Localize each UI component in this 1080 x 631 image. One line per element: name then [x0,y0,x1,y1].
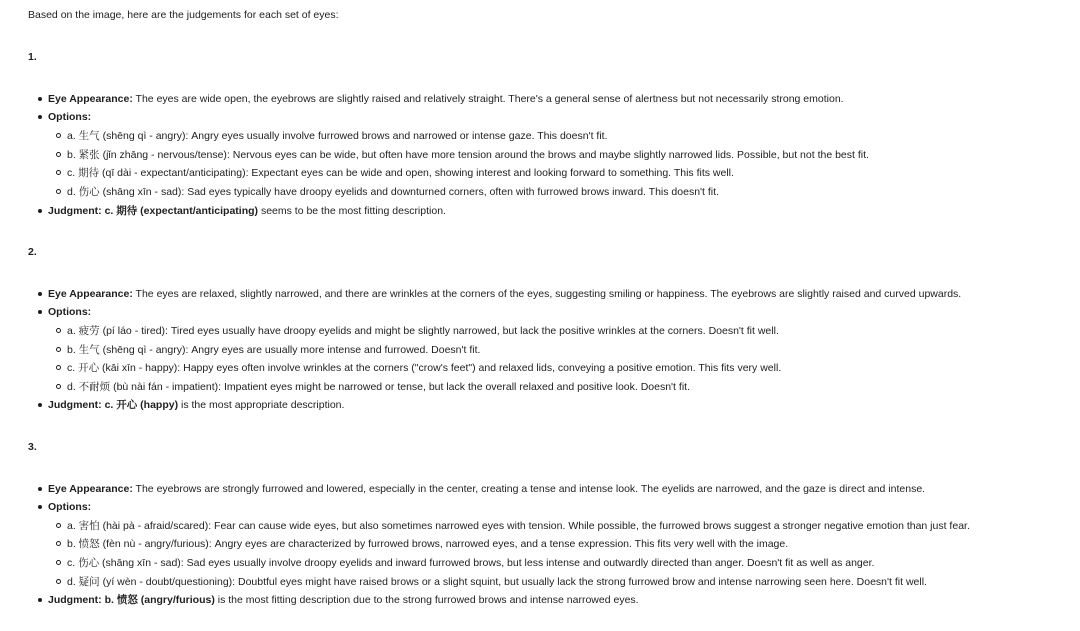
options-label: Options: [48,501,92,513]
option-item: b. 愤怒 (fèn nù - angry/furious): Angry eyes are characterized by furrowed brows, narrowed eyes, and a tense expression. This fits very well with the image. [67,538,789,550]
judgment-text: is the most fitting description due to the strong furrowed brows and intense narrowed eyes. [214,594,639,606]
option-item: c. 期待 (qī dài - expectant/anticipating): Expectant eyes can be wide and open, showing interest and looking forward to something. This fits well. [67,167,734,179]
judgment-label: Judgment: b. 愤怒 (angry/furious) [48,594,215,606]
intro-text: Based on the image, here are the judgements for each set of eyes: [28,9,339,21]
judgment-text: is the most appropriate description. [178,399,345,411]
options-item [48,110,91,124]
option-item: a. 生气 (shēng qì - angry): Angry eyes usually involve furrowed brows and narrowed or intense gaze. This doesn't fit. [67,130,608,142]
eye-appearance-label: Eye Appearance: [48,93,133,105]
options-label: Options: [48,306,92,318]
option-item: c. 伤心 (shāng xīn - sad): Sad eyes usually involve droopy eyelids and inward furrowed brows, but less intense and outwardly directed than anger. Doesn't fit as well as anger. [67,557,875,569]
option-item: b. 紧张 (jǐn zhāng - nervous/tense): Nervous eyes can be wide, but often have more tension around the brows and maybe slightly narrowed lids. Possible, but not the best fit. [67,149,869,161]
options-item [48,305,91,319]
section-number: 1. [28,51,37,63]
option-item: c. 开心 (kāi xīn - happy): Happy eyes often involve wrinkles at the corners ("crow's feet") and relaxed lids, conveying a positive emotion. This fits very well. [67,362,782,374]
section-number: 2. [28,246,37,258]
option-item: a. 疲劳 (pí láo - tired): Tired eyes usually have droopy eyelids and might be slightly narrowed, but lack the positive wrinkles at the corners. Doesn't fit well. [67,325,779,337]
options-item [48,500,91,514]
eye-appearance-text: The eyes are wide open, the eyebrows are slightly raised and relatively straight. There's a general sense of alertness but not necessarily strong emotion. [132,93,844,105]
eye-appearance-item [48,482,925,496]
options-label: Options: [48,111,92,123]
eye-appearance-item [48,92,844,106]
option-item: a. 害怕 (hài pà - afraid/scared): Fear can cause wide eyes, but also sometimes narrowed eyes with tension. While possible, the furrowed brows suggest a stronger negative emotion than just fear. [67,520,970,532]
judgment-label: Judgment: c. 期待 (expectant/anticipating) [48,205,259,217]
eye-appearance-text: The eyes are relaxed, slightly narrowed, and there are wrinkles at the corners of the eyes, suggesting smiling or happiness. The eyebrows are slightly raised and curved upwards. [132,288,962,300]
eye-appearance-text: The eyebrows are strongly furrowed and lowered, especially in the center, creating a tense and intense look. The eyelids are narrowed, and the gaze is direct and intense. [132,483,926,495]
judgment-item [48,593,639,607]
judgment-text: seems to be the most fitting description. [258,205,446,217]
judgment-label: Judgment: c. 开心 (happy) [48,399,179,411]
eye-appearance-label: Eye Appearance: [48,288,133,300]
judgment-item [48,204,446,218]
option-item: d. 疑问 (yí wèn - doubt/questioning): Doubtful eyes might have raised brows or a slight squint, but usually lack the strong furrowed brow and intense narrowing seen here. Doesn't fit well. [67,576,927,588]
option-item: d. 不耐烦 (bù nài fán - impatient): Impatient eyes might be narrowed or tense, but lack the overall relaxed and positive look. Doesn't fit. [67,381,690,393]
eye-appearance-item [48,287,961,301]
judgment-item [48,398,344,412]
eye-appearance-label: Eye Appearance: [48,483,133,495]
option-item: d. 伤心 (shāng xīn - sad): Sad eyes typically have droopy eyelids and downturned corners, often with furrowed brows inward. This doesn't fit. [67,186,719,198]
option-item: b. 生气 (shēng qì - angry): Angry eyes are usually more intense and furrowed. Doesn't fit. [67,344,481,356]
section-number: 3. [28,441,37,453]
